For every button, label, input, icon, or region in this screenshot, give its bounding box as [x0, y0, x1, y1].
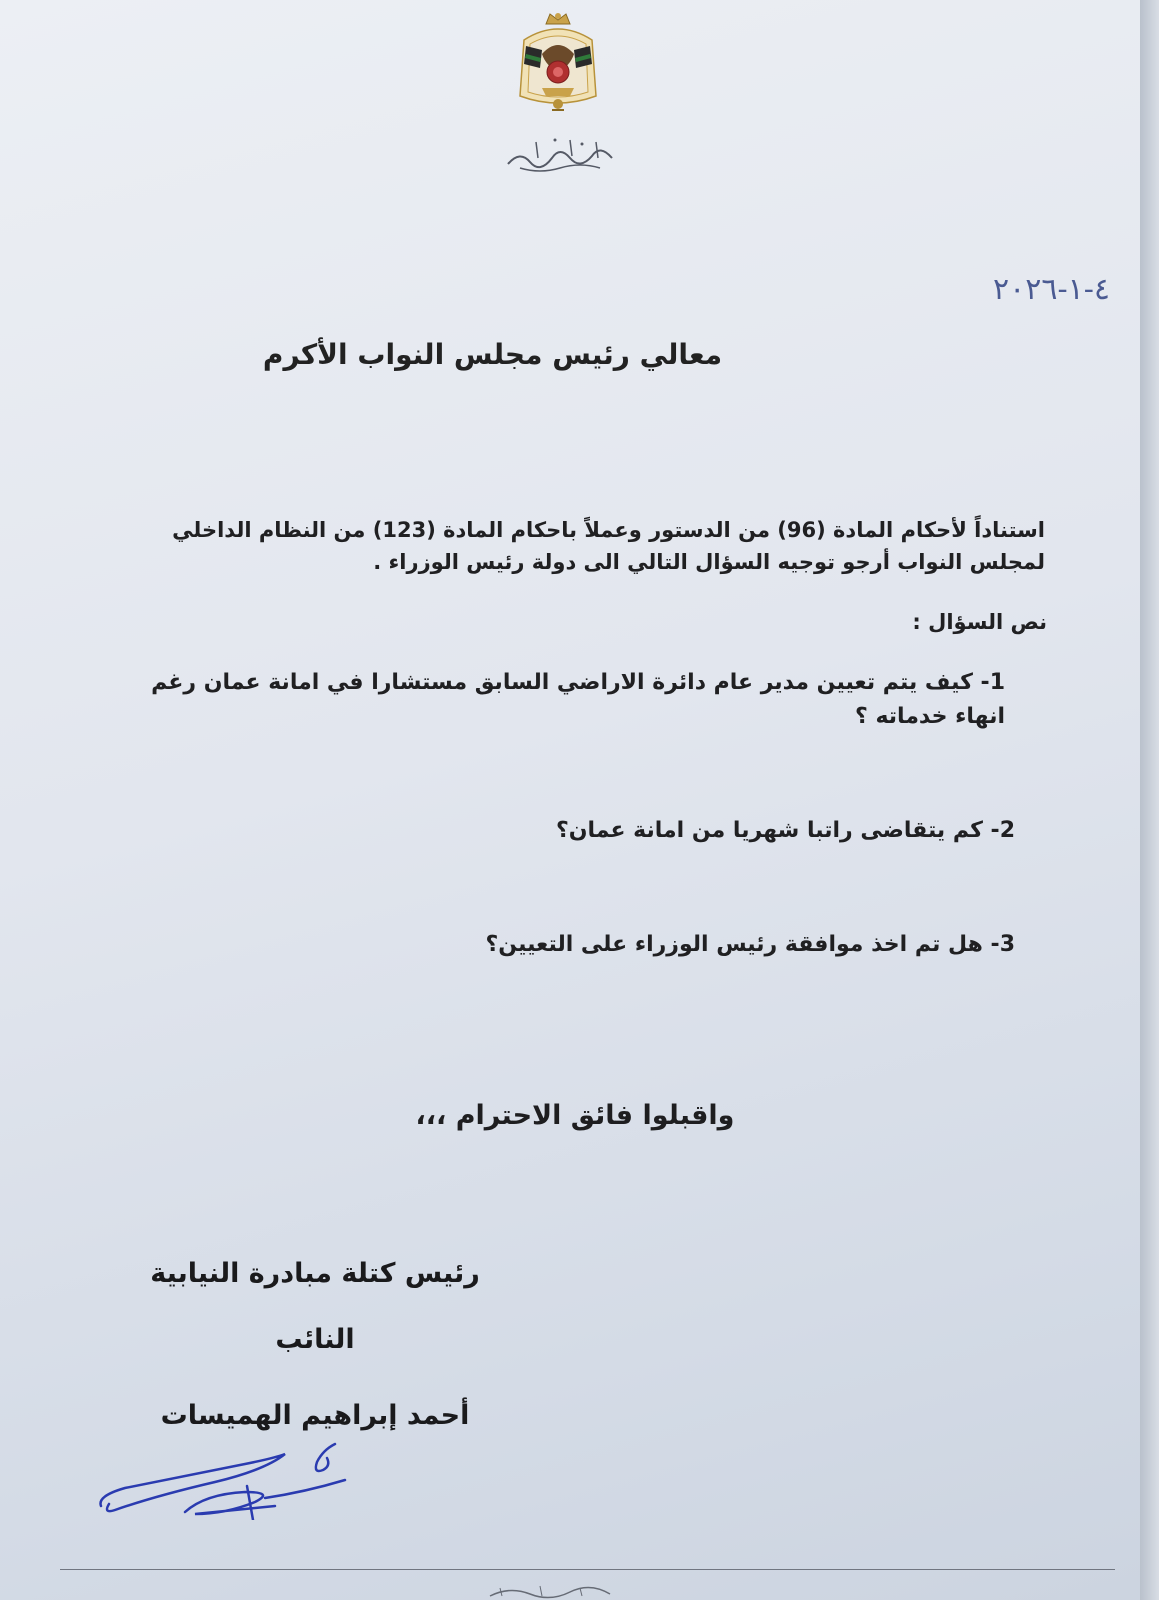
handwritten-signature [95, 1440, 365, 1520]
footer-divider [60, 1569, 1115, 1570]
jordan-royal-coat-of-arms-icon [512, 10, 604, 116]
intro-paragraph: استناداً لأحكام المادة (96) من الدستور وعملاً باحكام المادة (123) من النظام الداخلي لمجلس النواب أرجو توجيه السؤال التالي الى دولة رئيس الوزراء . [172, 518, 1045, 574]
question-item-3: 3- هل تم اخذ موافقة رئيس الوزراء على التعيين؟ [485, 932, 1015, 957]
page-edge [1140, 0, 1159, 1600]
addressee-heading: معالي رئيس مجلس النواب الأكرم [262, 338, 723, 371]
question-item-2: 2- كم يتقاضى راتبا شهريا من امانة عمان؟ [555, 818, 1015, 843]
footer-stamp-icon [480, 1582, 620, 1600]
closing-line: واقبلوا فائق الاحترام ،،، [415, 1100, 735, 1131]
signatory-role: النائب [275, 1324, 355, 1355]
signatory-name: أحمد إبراهيم الهميسات [160, 1400, 470, 1431]
question-heading: نص السؤال : [912, 610, 1047, 634]
signatory-title: رئيس كتلة مبادرة النيابية [150, 1258, 480, 1289]
document-date: ٤-١-٢٠٢٦ [993, 272, 1110, 307]
parliament-logo-icon [500, 128, 620, 178]
question-item-1: 1- كيف يتم تعيين مدير عام دائرة الاراضي السابق مستشارا في امانة عمان رغم انهاء خدماته ؟ [151, 670, 1005, 729]
